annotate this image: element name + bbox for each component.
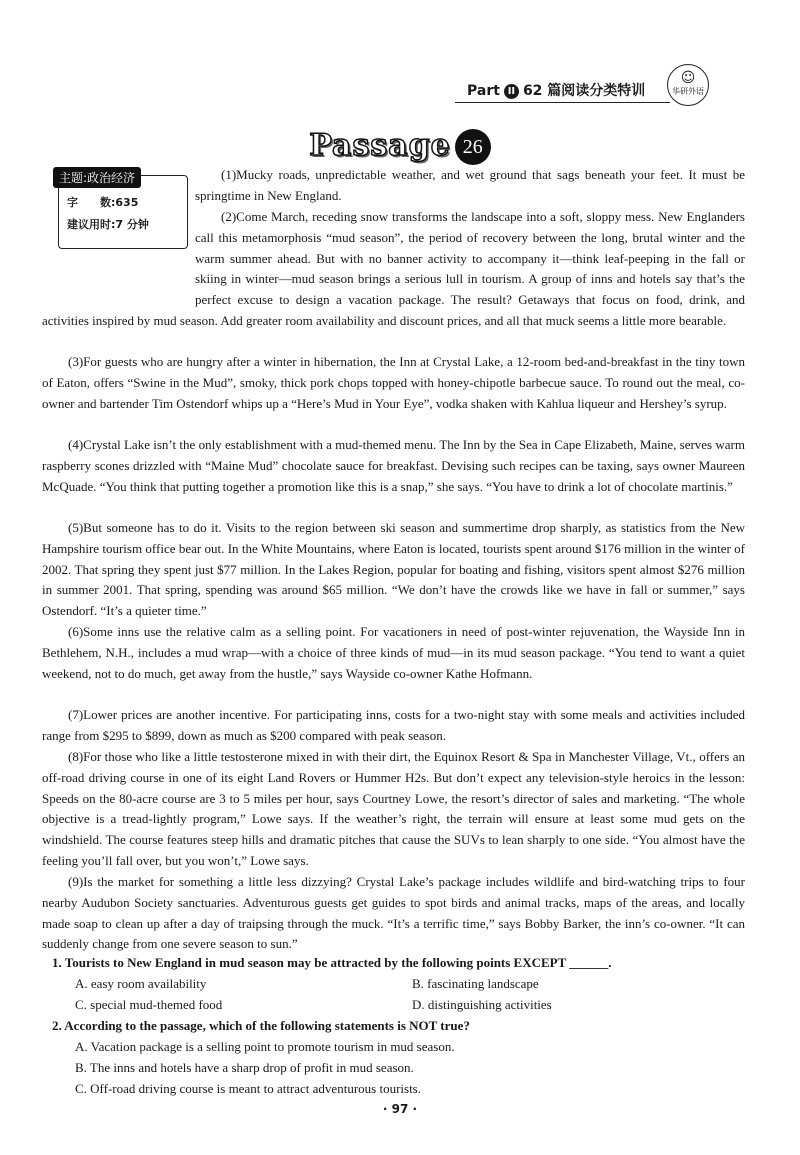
running-header	[455, 70, 755, 110]
question-1-option-d: D. distinguishing activities	[412, 997, 552, 1012]
topic-spacer	[42, 207, 195, 291]
question-2-option-c: C. Off-road driving course is meant to attract adventurous tourists.	[75, 1081, 421, 1096]
title-number: 26	[455, 129, 491, 165]
paragraph-5: (5)But someone has to do it. Visits to the region between ski season and summertime drop sharply, as statistics from the New Hampshire tourism office bear out. In the White Mountains, where Eaton is located, tourists spent around $176 million in the winter of 2002. That spring they spent just $77 million. In the Lakes Region, popular for boating and fishing, visitors spent almost $276 million in summer 2001. That spring, spending was around $65 million. “We don’t have the crowds like we have in fall or summer,” says Ostendorf. “It’s a quieter time.”	[42, 520, 745, 619]
paragraph-8: (8)For those who like a little testosterone mixed in with their dirt, the Equinox Resort & Spa in Manchester Village, Vt., offers an off-road driving course in one of its eight Land Rovers or Hummer H2s. But don’t expect any television-style heroics in the lesson: Speeds on the 80-acre course are 3 to 5 miles per hour, says Courtney Lowe, the resort’s director of sales and marketing. “The whole objective is a tread-lightly program,” Lowe says. If the weather’s right, the terrain will ensure at least some mud gets on the windshield. The course features steep hills and dramatic pitches that cause the SUVs to lean sharply to one side. “You almost have the feeling you’ll fall over, but you won’t,” Lowe says.	[42, 749, 745, 868]
header-part: Part	[467, 83, 500, 99]
question-2-stem: 2. According to the passage, which of the following statements is NOT true?	[52, 1018, 470, 1033]
word-count: 字 数:635	[67, 196, 139, 209]
paragraph-2-text: (2)Come March, receding snow transforms the landscape into a soft, sloppy mess. New Englanders call this metamorphosis “mud season”, the period of recovery between the long, brutal winter and the warm summer ahead. But with no banner activity to accompany it—think leaf-peeping in the fall or skiing in winter—mud season brings a serious lull in tourism. A group of inns and hotels say that’s the perfect excuse to design a vacation package. The result? Getaways that focus on food, drink, and activities inspired by mud season. Add greater room availability and discount prices, and all that muck seems a little more bearable.	[42, 209, 745, 328]
paragraph-1: (1)Mucky roads, unpredictable weather, and wet ground that sags beneath your feet. It must be springtime in New England.	[195, 167, 745, 203]
body-flow	[42, 207, 745, 332]
header-title	[467, 80, 645, 100]
paragraph-7: (7)Lower prices are another incentive. For participating inns, costs for a two-night stay with some meals and activities included range from $295 to $899, down as much as $200 compared with peak season.	[42, 707, 745, 743]
header-section: 62 篇阅读分类特训	[522, 83, 646, 99]
suggested-time: 建议用时:7 分钟	[67, 218, 149, 231]
part-number-badge: II	[504, 84, 519, 99]
title-text: Passage	[309, 128, 451, 163]
publisher-logo	[667, 64, 709, 106]
question-1-option-a: A. easy room availability	[75, 976, 207, 991]
paragraph-3: (3)For guests who are hungry after a winter in hibernation, the Inn at Crystal Lake, a 12-room bed-and-breakfast in the tiny town of Eaton, offers “Swine in the Mud”, smoky, thick pork chops topped with honey-chipotle barbecue sauce. To round out the meal, co-owner and bartender Tim Ostendorf whips up a “Here’s Mud in Your Eye”, vodka shaken with Kahlua liqueur and Hershey’s syrup.	[42, 354, 745, 411]
page-number: · 97 ·	[382, 1102, 418, 1116]
passage-title	[0, 128, 800, 165]
question-2-option-b: B. The inns and hotels have a sharp drop of profit in mud season.	[75, 1060, 414, 1075]
paragraph-4: (4)Crystal Lake isn’t the only establishment with a mud-themed menu. The Inn by the Sea in Cape Elizabeth, Maine, serves warm raspberry scones drizzled with “Maine Mud” chocolate sauce for breakfast. Devising such recipes can be taxing, says owner Maureen McQuade. “You think that putting together a promotion like this is a snap,” she says. “You have to drink a lot of chocolate martinis.”	[42, 437, 745, 494]
header-rule	[455, 102, 670, 103]
question-1-stem: 1. Tourists to New England in mud season may be attracted by the following points EXCEPT ______.	[52, 955, 612, 970]
topic-label: 主题:政治经济	[53, 167, 141, 188]
frog-icon: ☺	[680, 70, 696, 86]
question-2-option-a: A. Vacation package is a selling point to promote tourism in mud season.	[75, 1039, 455, 1054]
paragraph-9: (9)Is the market for something a little less dizzying? Crystal Lake’s package includes wildlife and bird-watching trips to four nearby Audubon Society sanctuaries. Adventurous guests get guides to spot birds and animal tracks, maps of the areas, and locally made soap to clean up after a day of traipsing through the muck. “It’s a terrific time,” says Bobby Barker, the inn’s co-owner. “It can suddenly change from one severe season to sun.”	[42, 874, 745, 952]
paragraph-6: (6)Some inns use the relative calm as a selling point. For vacationers in need of post-winter rejuvenation, the Wayside Inn in Bethlehem, N.H., includes a mud wrap—with a choice of three kinds of mud—in its mud season package. “You tend to want a quiet weekend, not to do much, get away from the hustle,” says Wayside co-owner Kathe Hofmann.	[42, 624, 745, 681]
question-1-option-c: C. special mud-themed food	[75, 997, 223, 1012]
question-1-option-b: B. fascinating landscape	[412, 976, 539, 991]
logo-text: 华研外语	[672, 87, 704, 96]
